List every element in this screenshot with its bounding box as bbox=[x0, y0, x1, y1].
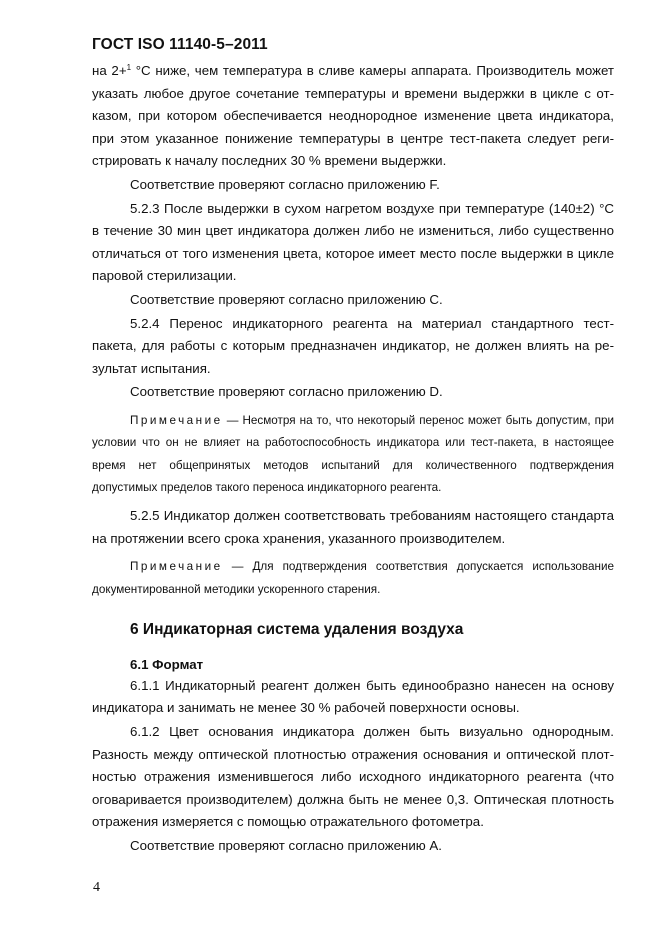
paragraph-continuation-rest: °С ниже, чем температура в сливе камеры аппарата. Производитель может указать любое другое сочетание температуры и времени выдержки в цикле с отказом, при котором обеспечивается неоднородное изменение цвета индикатора, при этом указанное понижение температуры в центре тест-пакета следует регистрировать к началу последних 30 % времени выдержки. bbox=[92, 63, 615, 169]
clause-5-2-5: 5.2.5 Индикатор должен соответствовать требованиям настоящего стандарта на протяжении всего срока хранения, указанного производителем. bbox=[92, 508, 614, 546]
conformity-c: Соответствие проверяют согласно приложению С. bbox=[130, 291, 443, 307]
conformity-f: Соответствие проверяют согласно приложению F. bbox=[130, 176, 440, 192]
note-1-text: — Несмотря на то, что некоторый перенос может быть допустим, при условии что он не влияет на работоспособность индикатора или тест-пакета, в настоящее время нет общепринятых методов испытаний для количественного подтверждения допустимых пределов такого переноса индикаторного реагента. bbox=[92, 413, 614, 494]
clause-5-2-3: 5.2.3 После выдержки в сухом нагретом воздухе при температуре (140±2) °С в течение 30 мин цвет индикатора должен либо не измениться, либо существенно отличаться от того изменения цвета, которое имеет место после выдержки в цикле паровой стерилизации. bbox=[92, 200, 614, 284]
paragraph-continuation bbox=[92, 60, 614, 173]
clause-5-2-4: 5.2.4 Перенос индикаторного реагента на материал стандартного тест-пакета, для работы с которым предназначен индикатор, не должен влиять на результат испытания. bbox=[92, 315, 614, 376]
note-2-text: — Для подтверждения соответствия допускается использование документированной методики ускоренного старения. bbox=[92, 560, 614, 596]
section-6-title: 6 Индикаторная система удаления воздуха bbox=[130, 620, 464, 638]
document-body bbox=[92, 60, 614, 858]
note-2 bbox=[92, 556, 614, 601]
conformity-d: Соответствие проверяют согласно приложению D. bbox=[130, 384, 443, 400]
note-1-label: Примечание bbox=[130, 413, 223, 427]
paragraph-continuation-start: на 2+ bbox=[92, 63, 127, 78]
superscript-value: 1 bbox=[126, 63, 132, 72]
conformity-a: Соответствие проверяют согласно приложению А. bbox=[130, 838, 442, 854]
clause-6-1-1: 6.1.1 Индикаторный реагент должен быть единообразно нанесен на основу индикатора и занимать не менее 30 % рабочей поверхности основы. bbox=[92, 677, 614, 716]
section-6-1-title: 6.1 Формат bbox=[130, 656, 204, 672]
note-1 bbox=[92, 410, 614, 499]
page-number: 4 bbox=[93, 880, 100, 895]
clause-6-1-2: 6.1.2 Цвет основания индикатора должен быть визуально однородным. Разность между оптической плотностью отражения основания и оптической плотностью отражения изменившегося либо исходного индикаторного реагента (что оговаривается производителем) должна быть не менее 0,3. Оптическая плотность отражения измеряется с помощью отражательного фотометра. bbox=[92, 724, 614, 830]
document-header: ГОСТ ISO 11140-5–2011 bbox=[92, 36, 268, 53]
note-2-label: Примечание bbox=[130, 560, 223, 574]
